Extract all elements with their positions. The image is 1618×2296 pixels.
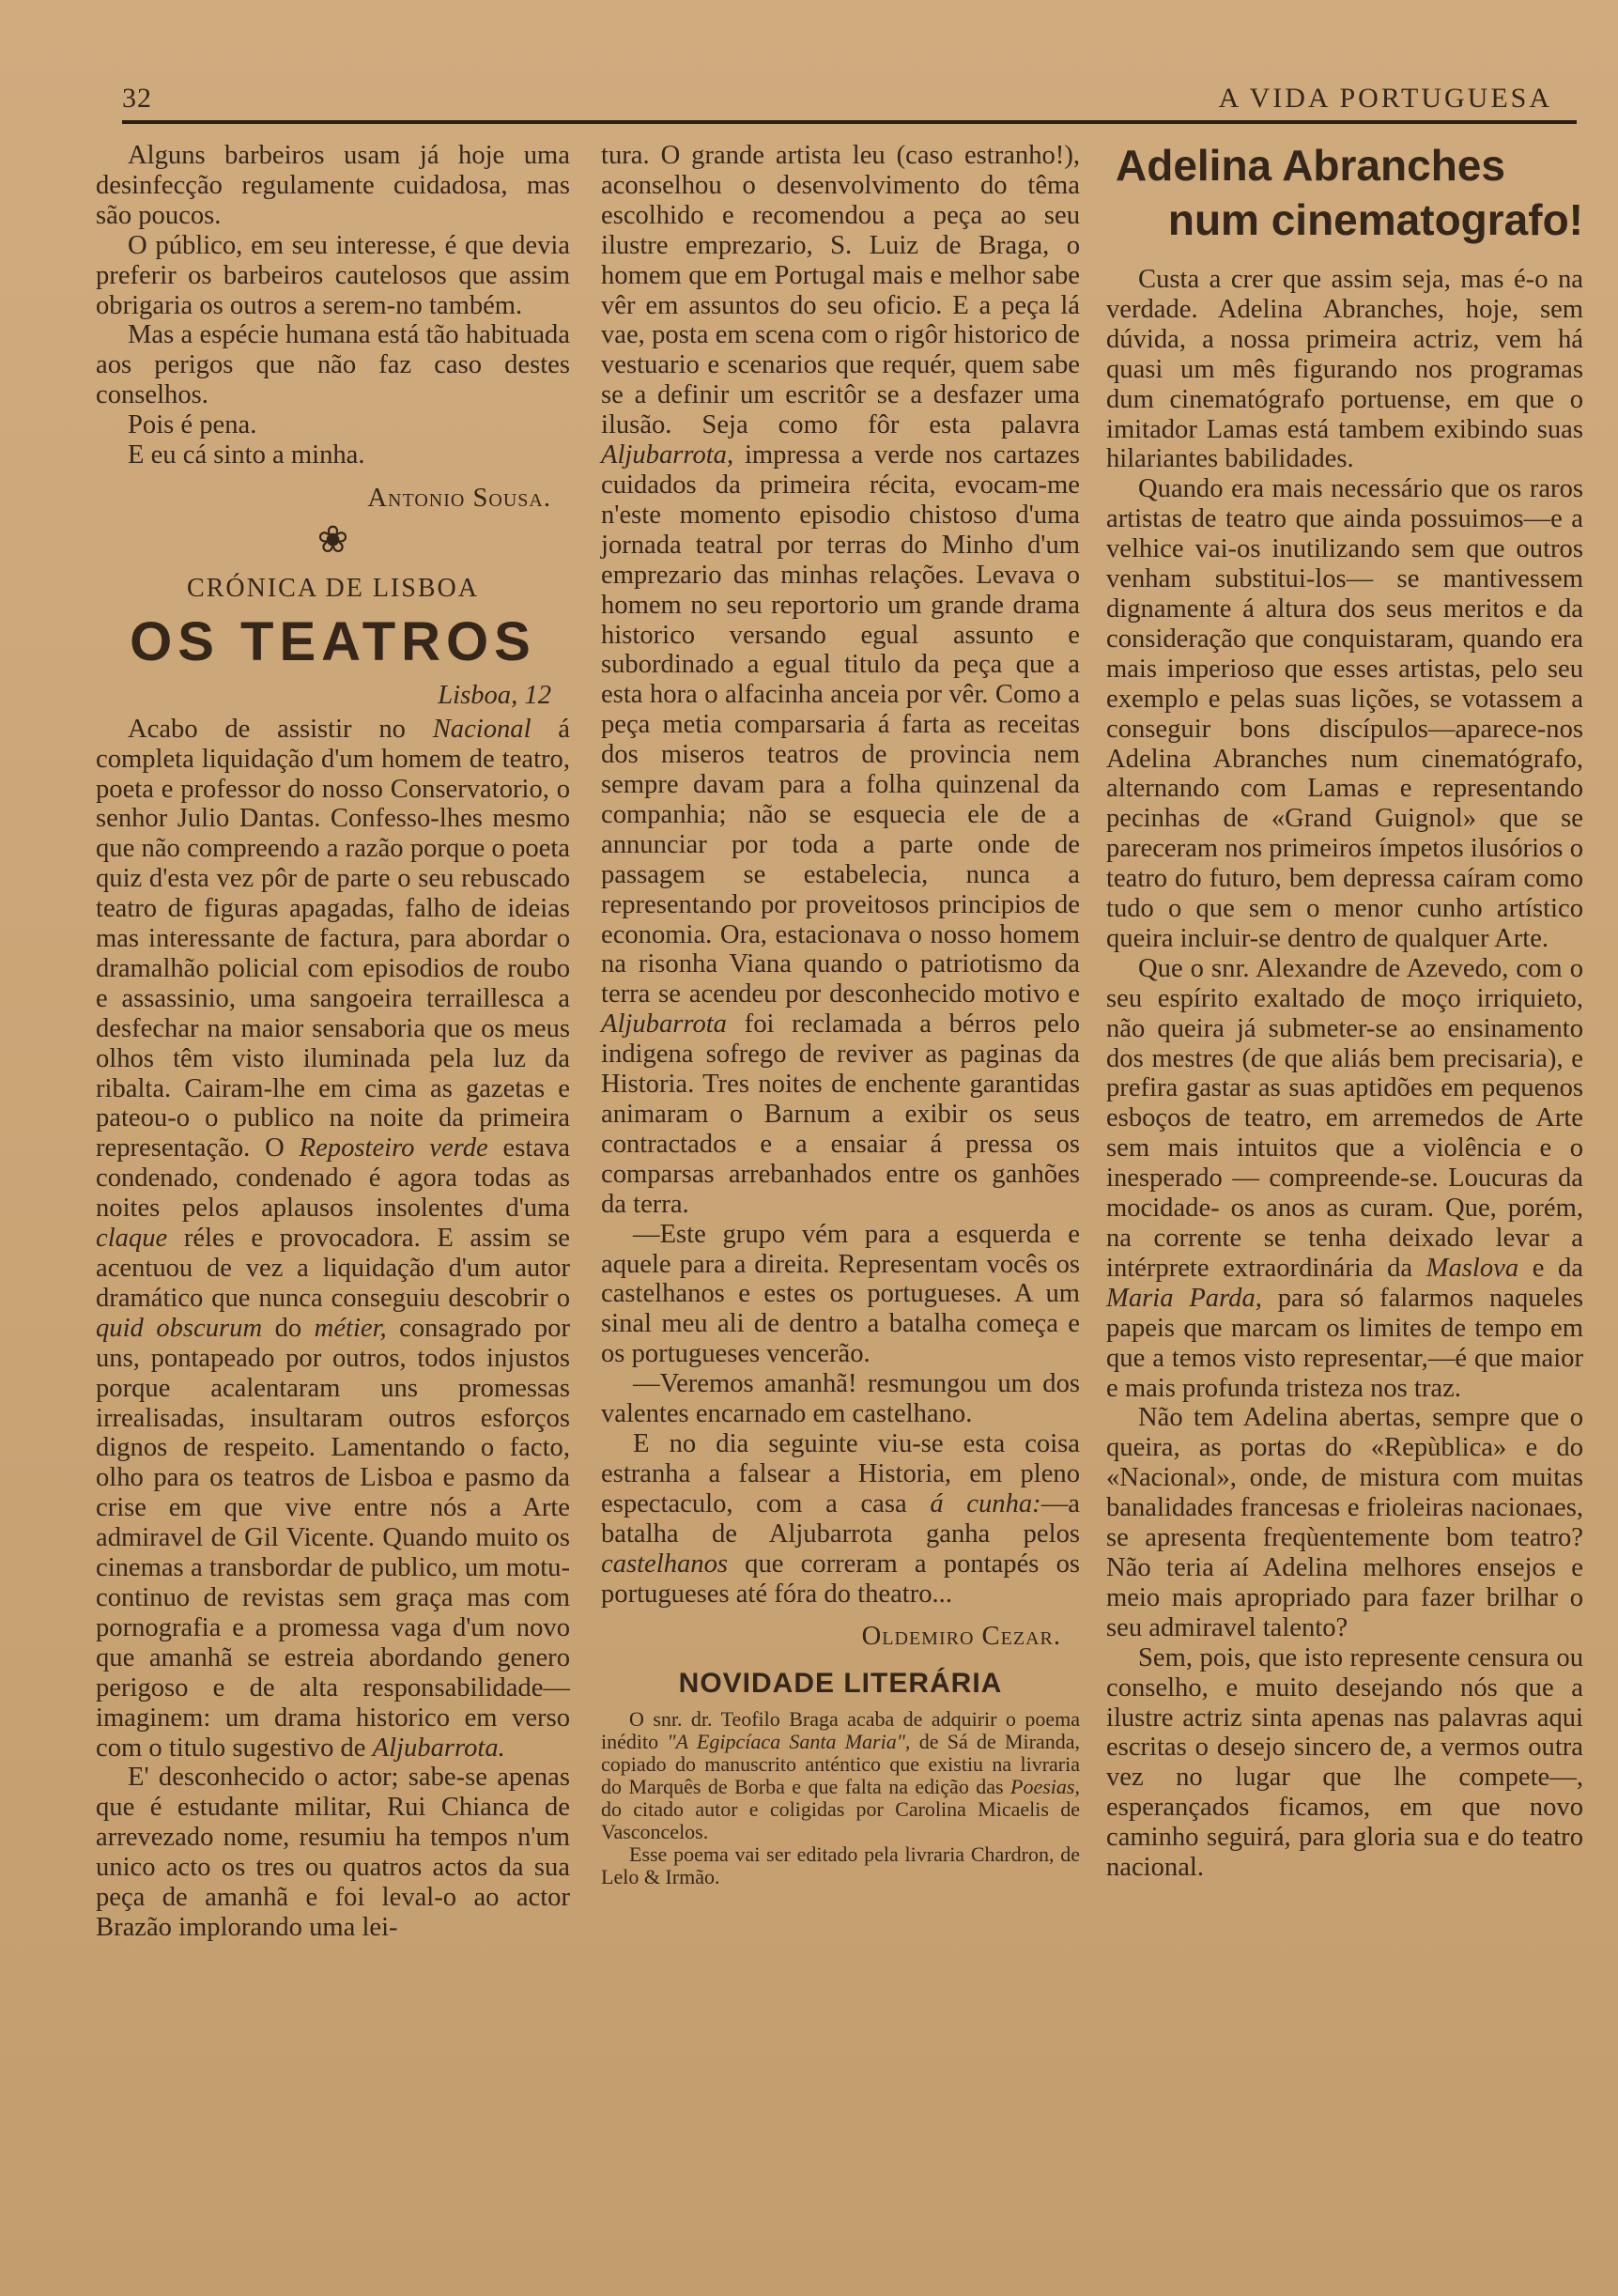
paragraph: O público, em seu interesse, é que devia preferir os barbeiros cautelosos que assim obrigaria os outros a serem-no também. (96, 230, 570, 320)
paragraph: Não tem Adelina abertas, sempre que o queira, as portas do «Repùblica» e do «Nacional», onde, de mistura com muitas banalidades francesas e frioleiras nacionaes, se apresenta freqùentemente bom teatro? Não teria aí Adelina melhores ensejos e meio mais apropriado para fazer brilhar o seu admiravel talento? (1106, 1403, 1583, 1642)
news-heading: NOVIDADE LITERÁRIA (678, 1668, 1003, 1700)
flower-ornament-icon: ❀ (316, 517, 349, 561)
paragraph: Custa a crer que assim seja, mas é-o na verdade. Adelina Abranches, hoje, sem dúvida, a nossa primeira actriz, vem há quasi um mês figurando nos programas dum cinematógrafo portuense, em que o imitador Lamas está tambem exibindo suas hilariantes babilidades. (1106, 265, 1583, 474)
section-kicker: CRÓNICA DE LISBOA (187, 573, 479, 603)
paragraph: Acabo de assistir no Nacional á completa liquidação d'um homem de teatro, poeta e professor do nosso Conservatorio, o senhor Julio Dantas. Confesso-lhes mesmo que não compreendo a razão porque o poeta quiz d'esta vez pôr de parte o seu rebuscado teatro de figuras apagadas, falho de ideias mas interessante de factura, para abordar o dramalhão policial com episodios de roubo e assassinio, uma sangoeira terraillesca a desfechar na maior sensaboria que os meus olhos têm visto iluminada pela luz da ribalta. Cairam-lhe em cima as gazetas e pateou-o o publico na noite da primeira representação. O Reposteiro verde estava condenado, condenado é agora todas as noites pelos aplausos insolentes d'uma claque réles e provocadora. E assim se acentuou de vez a liquidação d'um autor dramático que nunca conseguiu descobrir o quid obscurum do métier, consagrado por uns, pontapeado por outros, todos injustos porque acalentaram uns promessas irrealisadas, insultaram outros esforços dignos de respeito. Lamentando o facto, olho para os teatros de Lisboa e pasmo da crise em que vive entre nós a Arte admiravel de Gil Vicente. Quando muito os cinemas a transbordar de publico, um motu-continuo de revistas sem graça mas com pornografia e a promessa vaga d'um novo que amanhã se estreia abordando genero perigoso e de alta responsabilidade—imaginem: um drama historico em verso com o titulo sugestivo de Aljubarrota. (96, 714, 571, 1763)
publication-title: A VIDA PORTUGUESA (1218, 83, 1552, 114)
paragraph: E eu cá sinto a minha. (128, 440, 365, 470)
paragraph: Esse poema vai ser editado pela livraria Chardron, de Lelo & Irmão. (601, 1842, 1080, 1889)
article-title-line-1: Adelina Abranches (1116, 141, 1505, 190)
column-3 (1106, 141, 1583, 1883)
author-signature: Oldemiro Cezar. (861, 1622, 1061, 1652)
paragraph: Alguns barbeiros usam já hoje uma desinfecção regulamente cuidadosa, mas são poucos. (96, 141, 570, 230)
dateline: Lisboa, 12 (438, 680, 551, 710)
article-title-line-2: num cinematografo! (1167, 195, 1583, 244)
paragraph: E' desconhecido o actor; sabe-se apenas que é estudante militar, Rui Chianca de arrevezado nome, resumiu ha tempos n'um unico acto os tres ou quatros actos da sua peça de amanhã e foi leval-o ao actor Brazão implorando uma lei- (96, 1763, 570, 1942)
page-number: 32 (122, 83, 152, 114)
paragraph: Sem, pois, que isto represente censura ou conselho, e muito desejando nós que a ilustre actriz sinta apenas nas palavras aqui escritas o desejo sincero de, a vermos outra vez no lugar que lhe compete—, esperançados ficamos, em que novo caminho seguirá, para gloria sua e do teatro nacional. (1106, 1642, 1583, 1883)
column-1 (96, 141, 570, 1943)
paragraph: Pois é pena. (128, 410, 257, 440)
column-2 (601, 141, 1080, 1888)
paragraph: O snr. dr. Teofilo Braga acaba de adquirir o poema inédito "A Egipcíaca Santa Maria", de Sá de Miranda, copiado do manuscrito anténtico que existiu na livraria do Marquês de Borba e que falta na edição das Poesias, do citado autor e coligidas por Carolina Micaelis de Vasconcelos. (601, 1707, 1080, 1844)
paragraph: Que o snr. Alexandre de Azevedo, com o seu espírito exaltado de moço irriquieto, não queira já submeter-se ao ensinamento dos mestres (de que aliás bem precisaria), e prefira gastar as suas aptidões em pequenos esboços de teatro, em arremedos de Arte sem mais intuitos que a violência e o inesperado — compreende-se. Loucuras da mocidade- os anos as curam. Que, porém, na corrente se tenha deixado levar a intérprete extraordinária da Maslova e da Maria Parda, para só falarmos naqueles papeis que marcam os limites de tempo em que a temos visto representar,—é que maior e mais profunda tristeza nos traz. (1106, 953, 1583, 1403)
header-rule (122, 120, 1577, 124)
paragraph: tura. O grande artista leu (caso estranho!), aconselhou o desenvolvimento do têma escolhido e recomendou a peça ao seu ilustre emprezario, S. Luiz de Braga, o homem que em Portugal mais e melhor sabe vêr em assuntos do seu oficio. E a peça lá vae, posta em scena com o rigôr historico de vestuario e scenarios que requér, quem sabe se a definir um escritôr se a desfazer uma ilusão. Seja como fôr esta palavra Aljubarrota, impressa a verde nos cartazes cuidados da primeira récita, evocam-me n'este momento episodio chistoso d'uma jornada teatral por terras do Minho d'um emprezario das minhas relações. Levava o homem no seu reportorio um grande drama historico versando egual assunto e subordinado a egual titulo da peça que a esta hora o alfacinha anceia por vêr. Como a peça metia comparsaria á farta as receitas dos miseros teatros de provincia nem sempre davam para a folha quinzenal da companhia; não se esquecia ele de a annunciar por toda a parte onde de passagem se estabelecia, nunca a representando por proveitosos principios de economia. Ora, estacionava o nosso homem na risonha Viana quando o patriotismo da terra se acendeu por desconhecido motivo e Aljubarrota foi reclamada a bérros pelo indigena sofrego de reviver as paginas da Historia. Tres noites de enchente garantidas animaram o Barnum a exibir os seus contractados e a ensaiar á pressa os comparsas arrebanhados entre os ganhões da terra. (601, 141, 1080, 1219)
paragraph: —Veremos amanhã! resmungou um dos valentes encarnado em castelhano. (601, 1369, 1080, 1429)
news-block (601, 1708, 1080, 1888)
article-title: OS TEATROS (130, 610, 536, 672)
paragraph: E no dia seguinte viu-se esta coisa estranha a falsear a Historia, em pleno espectaculo, com a casa á cunha:—a batalha de Aljubarrota ganha pelos castelhanos que correram a pontapés os portugueses até fóra do theatro... (601, 1428, 1080, 1609)
paragraph: Quando era mais necessário que os raros artistas de teatro que ainda possuimos—e a velhice vai-os inutilizando sem que outros venham substitui-los— se mantivessem dignamente á altura dos seus meritos e da consideração que conquistaram, quando era mais imperioso que esses artistas, pelo seu exemplo e pelas suas lições, se votassem a conseguir bons discípulos—aparece-nos Adelina Abranches num cinematógrafo, alternando com Lamas e representando pecinhas de «Grand Guignol» que se pareceram nos primeiros ímpetos ilusórios o teatro do futuro, bem depressa caíram como tudo o que sem o menor cunho artístico queira incluir-se dentro de qualquer Arte. (1106, 474, 1583, 953)
author-signature: Antonio Sousa. (367, 483, 551, 513)
paragraph: —Este grupo vém para a esquerda e aquele para a direita. Representam vocês os castelhanos e estes os portugueses. A um sinal meu ali de dentro a batalha começa e os portugueses vencerão. (601, 1219, 1080, 1369)
paragraph: Mas a espécie humana está tão habituada aos perigos que não faz caso destes conselhos. (96, 320, 570, 410)
